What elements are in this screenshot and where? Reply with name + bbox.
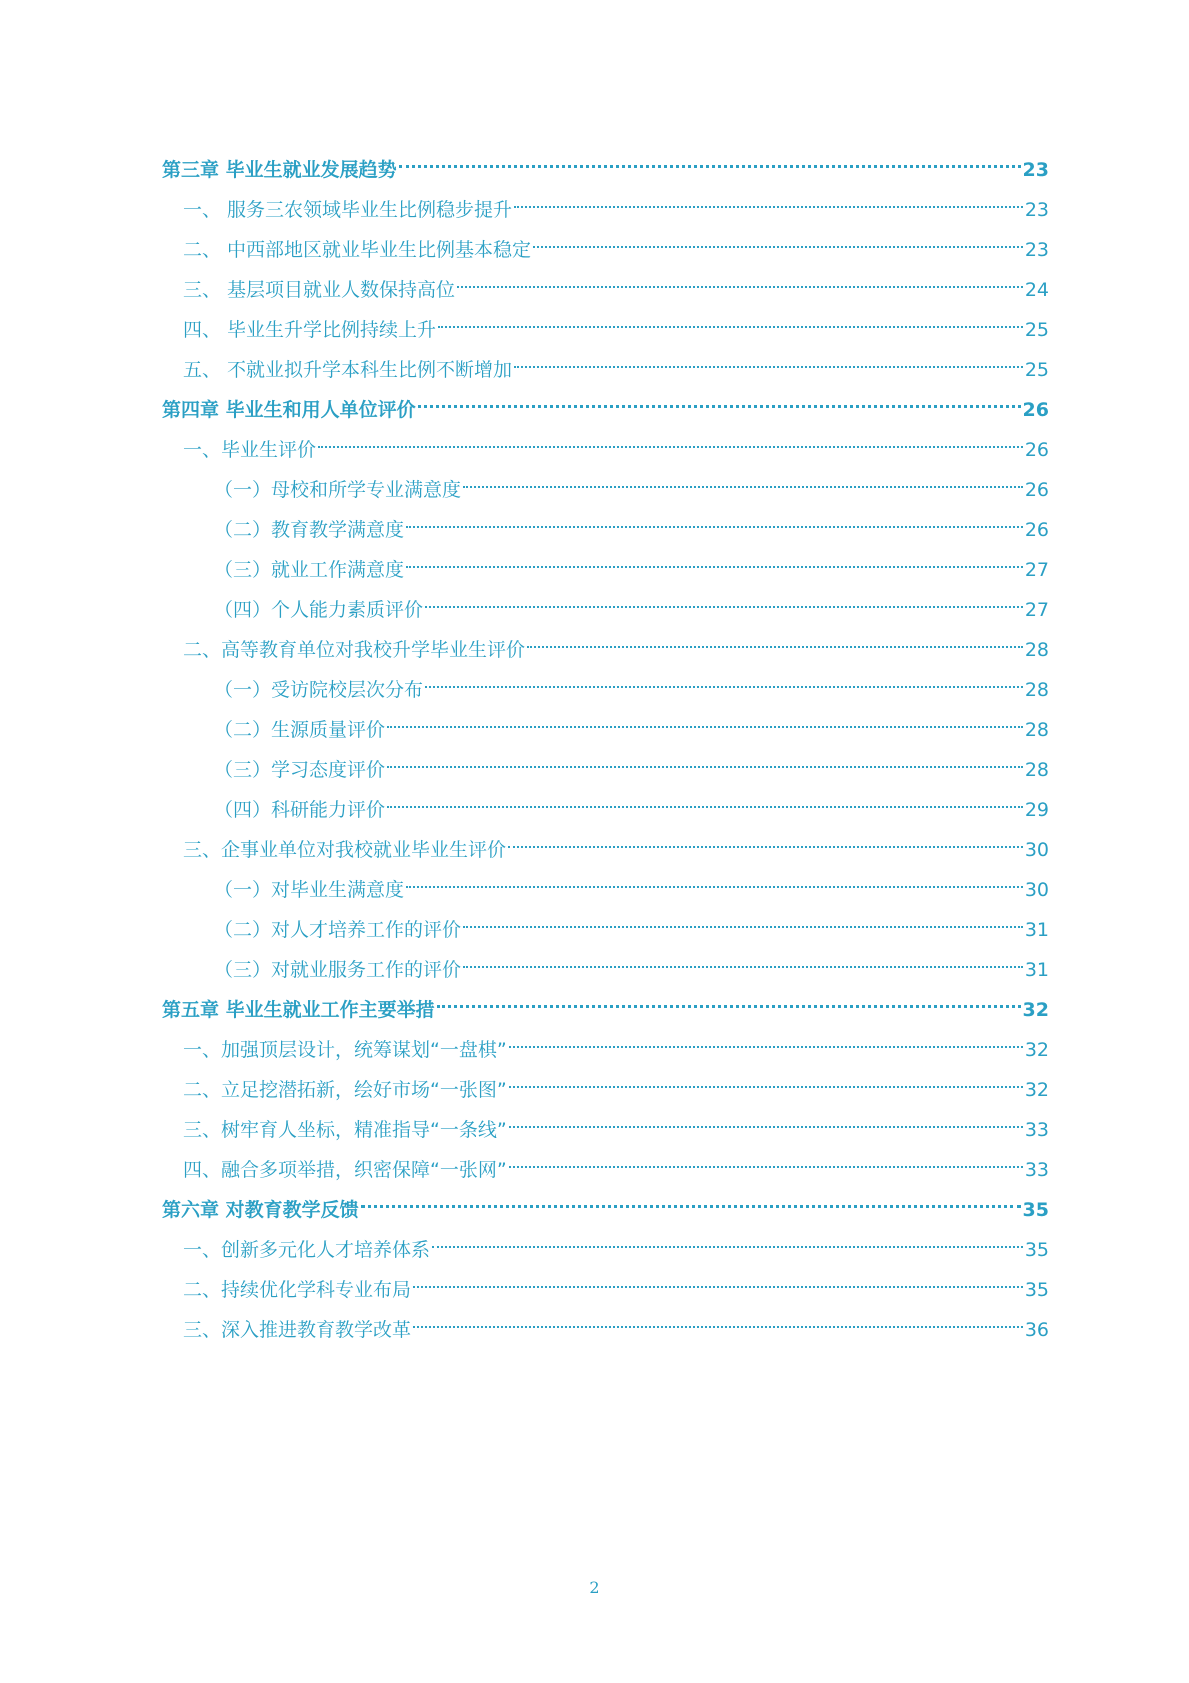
toc-entry-page: 33 bbox=[1024, 1119, 1049, 1141]
toc-entry[interactable] bbox=[162, 1110, 1049, 1150]
toc-dot-leader bbox=[463, 926, 1023, 928]
toc-entry-label: 二、高等教育单位对我校升学毕业生评价 bbox=[183, 639, 526, 661]
toc-entry-page: 31 bbox=[1024, 919, 1049, 941]
toc-entry-label: （三）学习态度评价 bbox=[214, 759, 386, 781]
toc-chapter-entry[interactable] bbox=[162, 390, 1049, 430]
toc-entry-label: （二）教育教学满意度 bbox=[214, 519, 405, 541]
toc-entry-label: 四、 毕业生升学比例持续上升 bbox=[183, 319, 437, 341]
toc-entry[interactable] bbox=[162, 750, 1049, 790]
toc-entry[interactable] bbox=[162, 270, 1049, 310]
toc-entry[interactable] bbox=[162, 510, 1049, 550]
toc-dot-leader bbox=[387, 766, 1023, 768]
toc-entry-page: 25 bbox=[1024, 319, 1049, 341]
toc-entry-page: 24 bbox=[1024, 279, 1049, 301]
toc-entry-label: 二、立足挖潜拓新，绘好市场“一张图” bbox=[183, 1079, 507, 1101]
toc-entry-page: 30 bbox=[1024, 879, 1049, 901]
toc-entry[interactable] bbox=[162, 190, 1049, 230]
toc-chapter-entry[interactable] bbox=[162, 1190, 1049, 1230]
toc-dot-leader bbox=[318, 446, 1023, 448]
toc-dot-leader bbox=[527, 646, 1023, 648]
toc-entry-label: （三）就业工作满意度 bbox=[214, 559, 405, 581]
toc-dot-leader bbox=[425, 606, 1023, 608]
toc-entry-page: 25 bbox=[1024, 359, 1049, 381]
toc-entry[interactable] bbox=[162, 470, 1049, 510]
toc-entry-page: 35 bbox=[1022, 1199, 1049, 1221]
table-of-contents bbox=[162, 150, 1049, 1350]
toc-chapter-entry[interactable] bbox=[162, 990, 1049, 1030]
toc-dot-leader bbox=[509, 1046, 1023, 1048]
toc-entry-label: 一、创新多元化人才培养体系 bbox=[183, 1239, 431, 1261]
toc-dot-leader bbox=[406, 566, 1023, 568]
toc-chapter-entry[interactable] bbox=[162, 150, 1049, 190]
toc-dot-leader bbox=[509, 1126, 1023, 1128]
toc-entry-page: 35 bbox=[1024, 1239, 1049, 1261]
toc-dot-leader bbox=[406, 886, 1023, 888]
toc-entry-label: 第五章 毕业生就业工作主要举措 bbox=[162, 999, 435, 1021]
toc-entry[interactable] bbox=[162, 1150, 1049, 1190]
toc-entry[interactable] bbox=[162, 830, 1049, 870]
toc-entry-page: 32 bbox=[1022, 999, 1049, 1021]
toc-dot-leader bbox=[457, 286, 1023, 288]
toc-entry-page: 30 bbox=[1024, 839, 1049, 861]
toc-dot-leader bbox=[413, 1286, 1023, 1288]
toc-entry-label: 二、持续优化学科专业布局 bbox=[183, 1279, 412, 1301]
toc-entry-page: 23 bbox=[1024, 199, 1049, 221]
toc-entry[interactable] bbox=[162, 1230, 1049, 1270]
toc-entry-label: 一、毕业生评价 bbox=[183, 439, 317, 461]
toc-entry-page: 35 bbox=[1024, 1279, 1049, 1301]
toc-dot-leader bbox=[438, 326, 1023, 328]
toc-entry-label: 四、融合多项举措，织密保障“一张网” bbox=[183, 1159, 507, 1181]
toc-entry-page: 29 bbox=[1024, 799, 1049, 821]
toc-entry-label: （二）对人才培养工作的评价 bbox=[214, 919, 462, 941]
toc-dot-leader bbox=[508, 846, 1023, 848]
toc-entry-page: 32 bbox=[1024, 1039, 1049, 1061]
toc-entry-label: （四）科研能力评价 bbox=[214, 799, 386, 821]
toc-entry[interactable] bbox=[162, 1030, 1049, 1070]
toc-dot-leader bbox=[463, 486, 1023, 488]
toc-entry-label: （一）母校和所学专业满意度 bbox=[214, 479, 462, 501]
toc-entry[interactable] bbox=[162, 430, 1049, 470]
toc-entry-page: 32 bbox=[1024, 1079, 1049, 1101]
toc-entry-page: 33 bbox=[1024, 1159, 1049, 1181]
toc-entry-label: 一、 服务三农领域毕业生比例稳步提升 bbox=[183, 199, 513, 221]
toc-entry-page: 27 bbox=[1024, 599, 1049, 621]
toc-entry[interactable] bbox=[162, 1270, 1049, 1310]
toc-entry[interactable] bbox=[162, 1310, 1049, 1350]
toc-entry-label: 第三章 毕业生就业发展趋势 bbox=[162, 159, 397, 181]
toc-entry[interactable] bbox=[162, 790, 1049, 830]
toc-dot-leader bbox=[463, 966, 1023, 968]
toc-dot-leader bbox=[413, 1326, 1023, 1328]
toc-dot-leader bbox=[361, 1205, 1021, 1208]
toc-dot-leader bbox=[437, 1005, 1021, 1008]
toc-entry-label: （二）生源质量评价 bbox=[214, 719, 386, 741]
toc-entry-label: 第六章 对教育教学反馈 bbox=[162, 1199, 359, 1221]
toc-entry-label: 五、 不就业拟升学本科生比例不断增加 bbox=[183, 359, 513, 381]
toc-entry-label: 一、加强顶层设计，统筹谋划“一盘棋” bbox=[183, 1039, 507, 1061]
toc-entry-page: 26 bbox=[1022, 399, 1049, 421]
toc-dot-leader bbox=[533, 246, 1023, 248]
page-number: 2 bbox=[589, 1578, 600, 1597]
toc-entry-label: （一）对毕业生满意度 bbox=[214, 879, 405, 901]
toc-dot-leader bbox=[425, 686, 1023, 688]
toc-entry-label: 三、 基层项目就业人数保持高位 bbox=[183, 279, 456, 301]
toc-entry[interactable] bbox=[162, 670, 1049, 710]
toc-entry-label: 二、 中西部地区就业毕业生比例基本稳定 bbox=[183, 239, 532, 261]
toc-dot-leader bbox=[387, 726, 1023, 728]
toc-entry-label: （一）受访院校层次分布 bbox=[214, 679, 424, 701]
toc-entry-page: 26 bbox=[1024, 479, 1049, 501]
toc-entry-label: （三）对就业服务工作的评价 bbox=[214, 959, 462, 981]
toc-entry-label: （四）个人能力素质评价 bbox=[214, 599, 424, 621]
toc-entry-label: 三、深入推进教育教学改革 bbox=[183, 1319, 412, 1341]
toc-dot-leader bbox=[514, 366, 1023, 368]
toc-entry-page: 26 bbox=[1024, 439, 1049, 461]
toc-entry[interactable] bbox=[162, 950, 1049, 990]
toc-entry-page: 28 bbox=[1024, 639, 1049, 661]
toc-entry-page: 27 bbox=[1024, 559, 1049, 581]
toc-dot-leader bbox=[387, 806, 1023, 808]
toc-dot-leader bbox=[509, 1166, 1023, 1168]
toc-dot-leader bbox=[432, 1246, 1023, 1248]
toc-entry-page: 31 bbox=[1024, 959, 1049, 981]
toc-entry[interactable] bbox=[162, 550, 1049, 590]
toc-entry[interactable] bbox=[162, 710, 1049, 750]
toc-entry[interactable] bbox=[162, 310, 1049, 350]
toc-entry[interactable] bbox=[162, 590, 1049, 630]
toc-entry-page: 28 bbox=[1024, 719, 1049, 741]
toc-dot-leader bbox=[509, 1086, 1023, 1088]
toc-entry[interactable] bbox=[162, 350, 1049, 390]
toc-entry-label: 三、树牢育人坐标，精准指导“一条线” bbox=[183, 1119, 507, 1141]
toc-entry[interactable] bbox=[162, 870, 1049, 910]
toc-entry[interactable] bbox=[162, 910, 1049, 950]
toc-dot-leader bbox=[399, 165, 1021, 168]
toc-entry-page: 28 bbox=[1024, 759, 1049, 781]
toc-entry-page: 36 bbox=[1024, 1319, 1049, 1341]
toc-dot-leader bbox=[406, 526, 1023, 528]
toc-entry-page: 23 bbox=[1024, 239, 1049, 261]
toc-entry-label: 三、企事业单位对我校就业毕业生评价 bbox=[183, 839, 507, 861]
toc-entry-page: 26 bbox=[1024, 519, 1049, 541]
toc-dot-leader bbox=[514, 206, 1023, 208]
toc-entry-page: 28 bbox=[1024, 679, 1049, 701]
toc-entry-page: 23 bbox=[1022, 159, 1049, 181]
toc-entry[interactable] bbox=[162, 630, 1049, 670]
toc-dot-leader bbox=[418, 405, 1021, 408]
toc-entry[interactable] bbox=[162, 230, 1049, 270]
toc-entry-label: 第四章 毕业生和用人单位评价 bbox=[162, 399, 416, 421]
toc-entry[interactable] bbox=[162, 1070, 1049, 1110]
